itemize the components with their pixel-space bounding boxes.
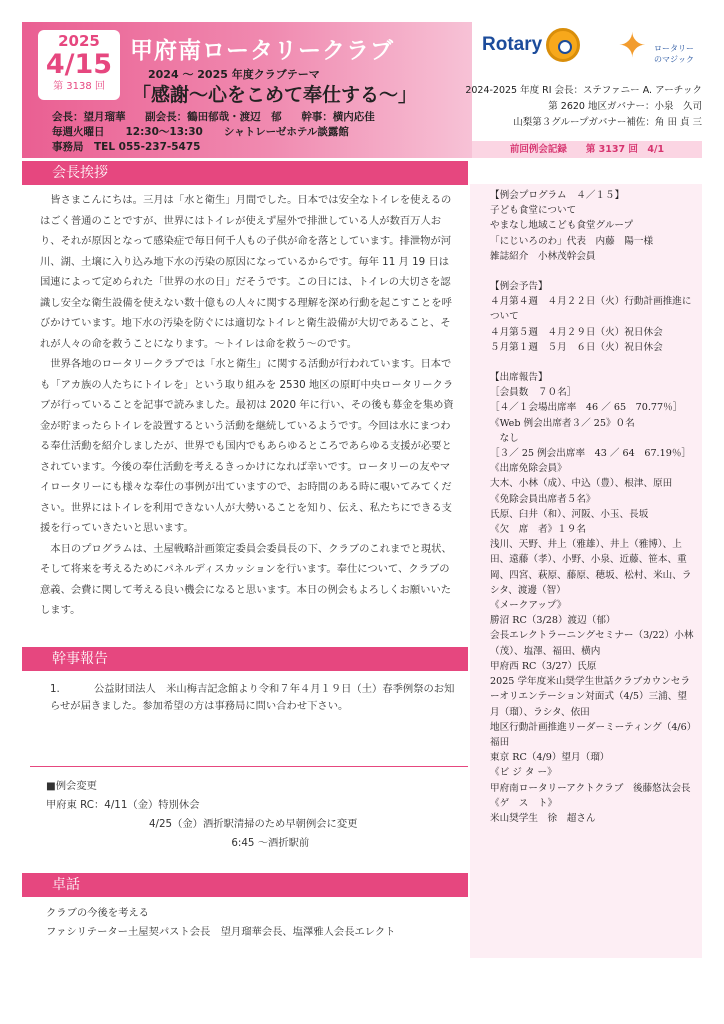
theme-label: 2024 ～ 2025 年度クラブテーマ [148,68,320,81]
program-line: やまなし地域こども食堂グループ [490,220,634,232]
program-block [490,188,696,264]
attendance-line: 《欠 席 者》１９名 [490,524,586,536]
attendance-line: 2025 学年度米山奨学生世話クラブカウンセラーオリエンテーション対面式（4/5）三浦、望月（瑠）、ラシタ、依田 [490,676,691,718]
meeting-time: 毎週火曜日 12:30～13:30 シャトレーゼホテル談露館 [52,126,349,138]
attendance-line: なし [490,432,519,444]
district-governor: 第 2620 地区ガバナー：小泉 久司 [548,101,702,112]
magic-logo [612,26,696,74]
talk-section-title: 卓話 [22,873,468,897]
president: 会長：望月瑠華 [52,111,126,123]
report-item-number: 1. [50,683,60,695]
program-line: 雑誌紹介 小林茂幹会員 [490,250,596,262]
previous-record-label: 前回例会記録 第 3137 回 4/1 [472,141,702,158]
attendance-block [490,370,696,826]
club-name: 甲府南ロータリークラブ [130,38,394,64]
officers-info [52,110,391,155]
group-governor-assistant: 山梨第３グループガバナー補佐：角 田 貞 三 [513,117,702,128]
change-line: 6:45 ～酒折駅前 [46,837,310,849]
attendance-line: 浅川、天野、井上（雅雄）、井上（雅博）、上田、遠藤（孝）、小野、小泉、近藤、笹本、重岡、四宮、萩原、藤原、穂坂、松村、米山、ラシタ、渡邊（智） [490,539,692,596]
vice-president: 副会長：鶴田郁哉・渡辺 郁 [145,111,282,123]
schedule-line: 【例会予告】 [490,281,548,293]
attendance-line: 米山奨学生 徐 超さん [490,812,596,824]
greeting-section-title: 会長挨拶 [22,161,468,185]
governor-info [465,83,702,131]
attendance-line: 《ゲ ス ト》 [490,797,558,809]
greeting-paragraph: 本日のプログラムは、土屋戦略計画策定委員会委員長の下、クラブのこれまでと現状、そして将来を考えるためにパネルディスカッションを行います。奉仕について、クラブの意義、会費に関して考える良い機会になると思います。本日の例会もよろしくお願いいたします。 [40,542,452,616]
attendance-line: 甲府南ロータリーアクトクラブ 後藤悠汰会長 [490,782,691,794]
change-line: 4/25（金）酒折駅清掃のため早朝例会に変更 [46,818,358,830]
attendance-line: 勝沼 RC（3/28）渡辺（郁） [490,615,616,627]
rotary-logo [482,28,580,62]
talk-line: クラブの今後を考える [46,907,149,919]
office-contact: 事務局 TEL 055-237-5475 [52,141,201,153]
section-divider [30,766,468,767]
attendance-line: 大木、小林（成）、中込（豊）、根津、原田 [490,478,673,490]
attendance-line: 《メークアップ》 [490,600,567,612]
attendance-line: ［３／ 25 例会出席率 43 ／ 64 67.19％］ [490,448,692,460]
schedule-line: ４月第５週 ４月２９日（火）祝日休会 [490,326,663,338]
attendance-line: 東京 RC（4/9）望月（瑠） [490,752,610,764]
attendance-line: 【出席報告】 [490,372,548,384]
attendance-line: 会長エレクトラーニングセミナー（3/22）小林（茂）、塩澤、福田、横内 [490,630,694,657]
secretary: 幹事：横内応佳 [301,111,375,123]
ri-president: 2024-2025 年度 RI 会長：ステファニー A. アーチック [465,85,702,96]
schedule-line: ４月第４週 ４月２２日（火）行動計画推進について [490,296,692,323]
attendance-line: 地区行動計画推進リーダーミーティング（4/6）福田 [490,721,692,748]
magic-star-icon: ✦ [618,26,647,66]
attendance-line: ［４／１会場出席率 46 ／ 65 70.77％］ [490,402,683,414]
attendance-line: 《出席免除会員》 [490,463,567,475]
date-year: 2025 [58,32,100,50]
magic-logo-text: ロータリーのマジック [654,44,694,64]
right-column [470,184,702,958]
date-month-day: 4/15 [45,49,113,80]
attendance-line: ［会員数 ７０名］ [490,387,577,399]
greeting-body [40,190,455,621]
change-line: ■例会変更 [46,780,97,792]
talk-block [46,904,395,942]
talk-line: ファシリテーター土屋契パスト会長 望月瑠華会長、塩澤雅人会長エレクト [46,926,396,938]
attendance-line: 氏原、臼井（和）、河阪、小玉、長坂 [490,508,649,520]
attendance-line: 甲府西 RC（3/27）氏原 [490,660,597,672]
greeting-paragraph: 皆さまこんにちは。三月は「水と衛生」月間でした。日本では安全なトイレを使えるのはごく普通のことですが、世界にはトイレが使えず屋外で排泄している人が数百万人おり、それが原因となって感染症で毎日何千人もの子供が命を落としています。排泄物が河川、湖、土壌に入り込み地下水の汚染の原因になっているからです。毎年 11 月 19 日は国連によって定められた「世界の水の日」だそうです。この日には、トイレの大切さを認識し安全な衛生設備を使えない数十億もの人々に関する理解を深め行動を起こすことを呼びかけています。地下水の汚染を防ぐには適切なトイレと衛生設備が大切であること、それが人々の命を救うことになります。～トイレは命を救う～のです。 [40,194,452,350]
program-line: 子ども食堂について [490,205,577,217]
greeting-paragraph: 世界各地のロータリークラブでは「水と衛生」に関する活動が行われています。日本でも「アカ族の人たちにトイレを」という取り組みを 2530 地区の原町中央ロータリークラブが行っていることを記事で読みました。最初は 2020 年に行い、その後も募金を集め資金が貯まったらトイレを設置するという活動を継続しているようです。今回は水にまつわる奉仕活動を紹介しましたが、世界でも国内でもあらゆるところであらゆる支援が必要とされています。今後の奉仕活動を考えるきっかけになれば幸いです。ロータリーの友やマイロータリーにも様々な奉仕の事例が出ていますので、お時間のある時に覗いてみてください。世界にはトイレを利用できない人が大勢いることを知り、伝え、私たちにできる支援を行っていきたいと思います。 [40,358,454,534]
attendance-line: 《Web 例会出席者３／ 25》０名 [490,417,635,429]
date-badge [38,30,120,100]
schedule-block [490,279,696,355]
meeting-change-block [46,777,357,853]
schedule-line: ５月第１週 ５月 ６日（火）祝日休会 [490,341,663,353]
attendance-line: 《免除会員出席者５名》 [490,493,596,505]
attendance-line: 《ビ ジ タ ー》 [490,767,557,779]
report-item-text: 公益財団法人 米山梅吉記念館より令和７年４月１９日（土）春季例祭のお知らせが届きました。参加希望の方は事務局に問い合わせ下さい。 [50,683,455,712]
secretary-report-item [50,681,460,715]
change-line: 甲府東 RC：4/11（金）特別休会 [46,799,200,811]
program-line: 「にじいろのわ」代表 内藤 陽一様 [490,235,654,247]
secretary-section-title: 幹事報告 [22,647,468,671]
meeting-number: 第 3138 回 [53,81,105,92]
club-theme: 「感謝～心をこめて奉仕する～」 [132,84,418,106]
rotary-wordmark: Rotary [482,34,543,55]
rotary-wheel-icon [546,28,580,62]
program-line: 【例会プログラム ４／１５】 [490,190,625,201]
